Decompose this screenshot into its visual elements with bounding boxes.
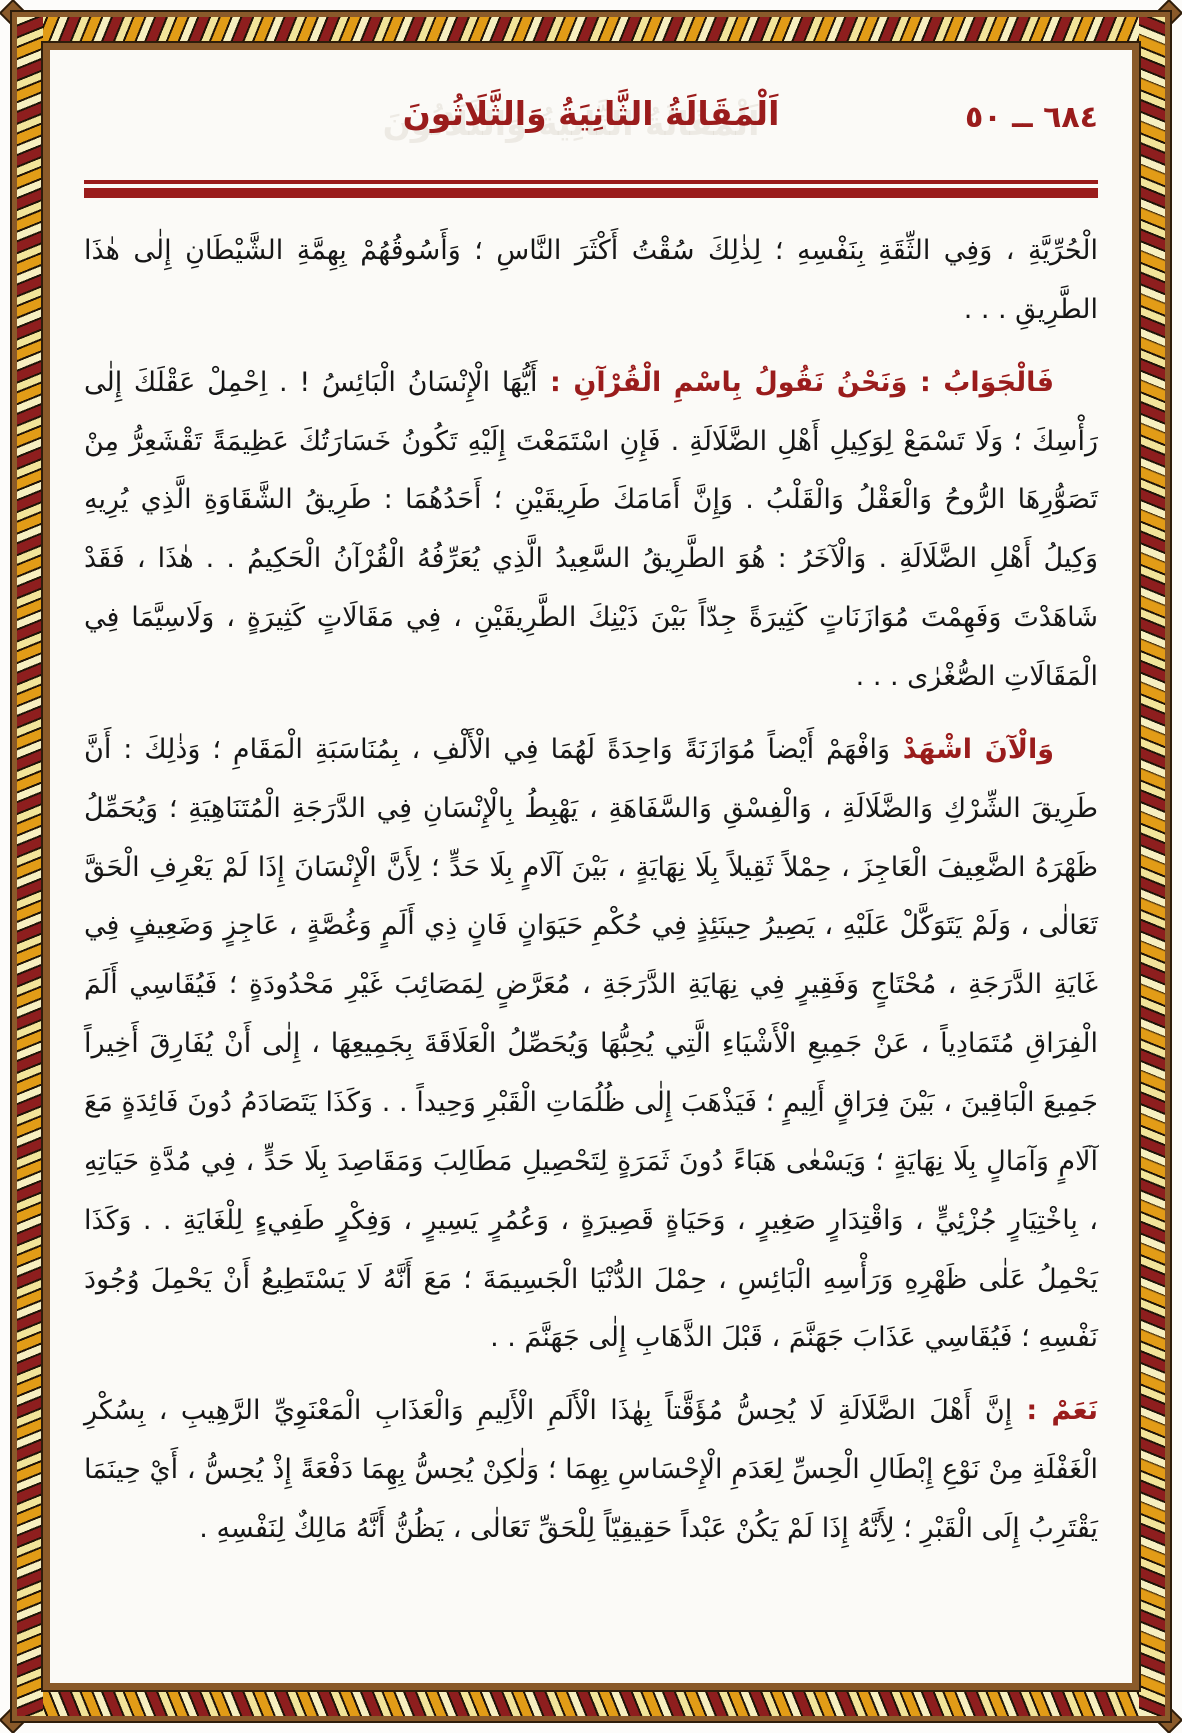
emphasis-red-text: نَعَمْ :: [1012, 1395, 1098, 1427]
body-text-segment: الْحُرِّيَّةِ ، وَفِي الثِّقَةِ بِنَفْسِهِ ؛ لِذٰلِكَ سُقْتُ أَكْثَرَ النَّاسِ ؛ وَأَسُوقُهُمْ بِهِمَّةِ الشَّيْطَانِ إِلٰى هٰذَا الطَّرِيقِ . . .: [84, 235, 1098, 325]
chain-border-bottom: [17, 1690, 1165, 1716]
paragraph: [84, 721, 1098, 1368]
chain-border-right: [1139, 17, 1165, 1716]
paragraph: [84, 1382, 1098, 1559]
chain-border: [17, 17, 1165, 1716]
page-title: اَلْمَقَالَةُ الثَّانِيَةُ وَالثَّلَاثُونَ: [402, 94, 780, 133]
page-content: [43, 43, 1139, 1690]
body-text-segment: إِنَّ أَهْلَ الضَّلَالَةِ لَا يُحِسُّ مُؤَقَّتاً بِهٰذَا الْأَلَمِ الْأَلِيمِ وَالْعَذَابِ الْمَعْنَوِيِّ الرَّهِيبِ ، بِسُكْرِ الْغَفْلَةِ مِنْ نَوْعِ إِبْطَالِ الْحِسِّ لِعَدَمِ الْإِحْسَاسِ بِهِمَا ؛ وَلٰكِنْ يُحِسُّ بِهِمَا دَفْعَةً إِذْ يُحِسُّ ، أَيْ حِينَمَا يَقْتَرِبُ إِلَى الْقَبْرِ ؛ لِأَنَّهُ إِذَا لَمْ يَكُنْ عَبْداً حَقِيقِيّاً لِلْحَقِّ تَعَالٰى ، يَظُنُّ أَنَّهُ مَالِكٌ لِنَفْسِهِ .: [84, 1395, 1098, 1545]
body-text-segment: وَافْهَمْ أَيْضاً مُوَازَنَةً وَاحِدَةً لَهُمَا فِي الْأَلْفِ ، بِمُنَاسَبَةِ الْمَقَامِ ؛ وَذٰلِكَ : أَنَّ طَرِيقَ الشِّرْكِ وَالضَّلَالَةِ ، وَالْفِسْقِ وَالسَّفَاهَةِ ، يَهْبِطُ بِالْإِنْسَانِ فِي الدَّرَجَةِ الْمُتَنَاهِيَةِ ؛ وَيُحَمِّلُ ظَهْرَهُ الضَّعِيفَ الْعَاجِزَ ، حِمْلاً ثَقِيلاً بِلَا نِهَايَةٍ ، بَيْنَ آلَامٍ بِلَا حَدٍّ ؛ لِأَنَّ الْإِنْسَانَ إِذَا لَمْ يَعْرِفِ الْحَقَّ تَعَالٰى ، وَلَمْ يَتَوَكَّلْ عَلَيْهِ ، يَصِيرُ حِينَئِذٍ فِي حُكْمِ حَيَوَانٍ فَانٍ ذِي أَلَمٍ وَغُصَّةٍ ، عَاجِزٍ وَضَعِيفٍ فِي غَايَةِ الدَّرَجَةِ ، مُحْتَاجٍ وَفَقِيرٍ فِي نِهَايَةِ الدَّرَجَةِ ، مُعَرَّضٍ لِمَصَائِبَ غَيْرِ مَحْدُودَةٍ ؛ فَيُقَاسِي أَلَمَ الْفِرَاقِ مُتَمَادِياً ، عَنْ جَمِيعِ الْأَشْيَاءِ الَّتِي يُحِبُّهَا وَيُحَصِّلُ الْعَلَاقَةَ بِجَمِيعِهَا ، إِلٰى أَنْ يُفَارِقَ أَخِيراً جَمِيعَ الْبَاقِينَ ، بَيْنَ فِرَاقٍ أَلِيمٍ ؛ فَيَذْهَبَ إِلٰى ظُلُمَاتِ الْقَبْرِ وَحِيداً . . وَكَذَا يَتَصَادَمُ دُونَ فَائِدَةٍ مَعَ آلَامٍ وَآمَالٍ بِلَا نِهَايَةٍ ؛ وَيَسْعٰى هَبَاءً دُونَ ثَمَرَةٍ لِتَحْصِيلِ مَطَالِبَ وَمَقَاصِدَ بِلَا حَدٍّ ، فِي مُدَّةِ حَيَاتِهِ ، بِاخْتِيَارٍ جُزْئِيٍّ ، وَاقْتِدَارٍ صَغِيرٍ ، وَحَيَاةٍ قَصِيرَةٍ ، وَعُمُرٍ يَسِيرٍ ، وَفِكْرٍ طَفِيءٍ لِلْغَايَةِ . . وَكَذَا يَحْمِلُ عَلٰى ظَهْرِهِ وَرَأْسِهِ الْبَائِسِ ، حِمْلَ الدُّنْيَا الْجَسِيمَةَ ؛ مَعَ أَنَّهُ لَا يَسْتَطِيعُ أَنْ يَحْمِلَ وُجُودَ نَفْسِهِ ؛ فَيُقَاسِي عَذَابَ جَهَنَّمَ ، قَبْلَ الذَّهَابِ إِلٰى جَهَنَّمَ . .: [84, 733, 1098, 1354]
header-divider: [84, 180, 1098, 198]
paragraph: [84, 354, 1098, 707]
page-number: ٦٨٤ ــ ٥٠: [965, 100, 1098, 135]
chain-border-left: [17, 17, 43, 1716]
page-header: [70, 66, 1112, 162]
decorative-frame: [10, 10, 1172, 1723]
body-text-segment: أَيُّهَا الْإِنْسَانُ الْبَائِسُ ! . اِحْمِلْ عَقْلَكَ إِلٰى رَأْسِكَ ؛ وَلَا تَسْمَعْ لِوَكِيلِ أَهْلِ الضَّلَالَةِ . فَإِنِ اسْتَمَعْتَ إِلَيْهِ تَكُونُ خَسَارَتُكَ عَظِيمَةً تَقْشَعِرُّ مِنْ تَصَوُّرِهَا الرُّوحُ وَالْعَقْلُ وَالْقَلْبُ . وَإِنَّ أَمَامَكَ طَرِيقَيْنِ ؛ أَحَدُهُمَا : طَرِيقُ الشَّقَاوَةِ الَّذِي يُرِيهِ وَكِيلُ أَهْلِ الضَّلَالَةِ . وَالْآخَرُ : هُوَ الطَّرِيقُ السَّعِيدُ الَّذِي يُعَرِّفُهُ الْقُرْآنُ الْحَكِيمُ . . هٰذَا ، فَقَدْ شَاهَدْتَ وَفَهِمْتَ مُوَازَنَاتٍ كَثِيرَةً جِدّاً بَيْنَ ذَيْنِكَ الطَّرِيقَيْنِ ، فِي مَقَالَاتٍ كَثِيرَةٍ ، وَلَاسِيَّمَا فِي الْمَقَالَاتِ الصُّغْرٰى . . .: [84, 366, 1098, 693]
chain-border-top: [17, 17, 1165, 43]
body-text: [84, 222, 1098, 1559]
emphasis-red-text: فَالْجَوَابُ : وَنَحْنُ نَقُولُ بِاسْمِ الْقُرْآنِ :: [537, 366, 1054, 398]
paragraph: [84, 222, 1098, 340]
emphasis-red-text: وَالْآنَ اشْهَدْ: [890, 733, 1054, 765]
